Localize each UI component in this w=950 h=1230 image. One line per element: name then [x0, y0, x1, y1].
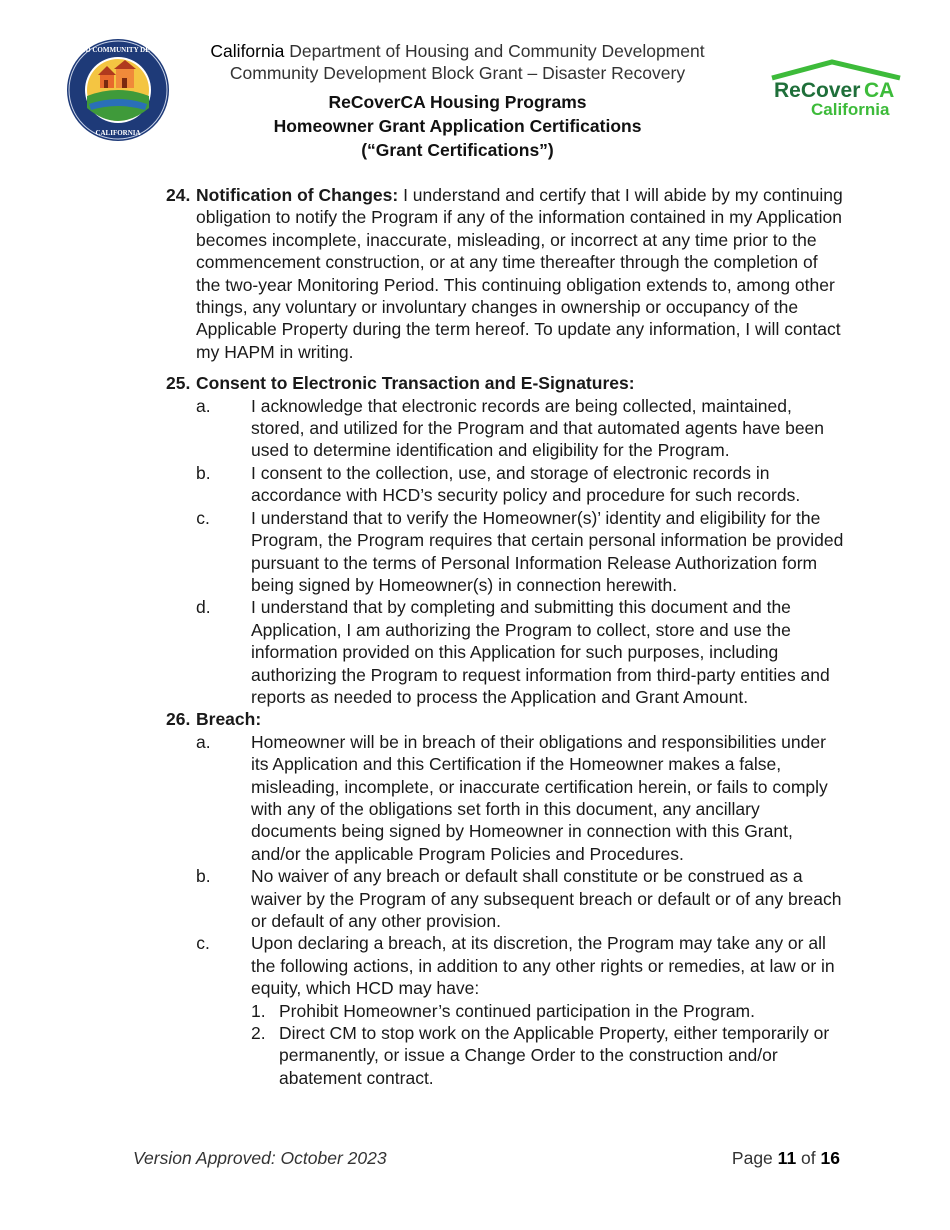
section-26: [166, 708, 846, 730]
section-number: 24.: [166, 185, 191, 205]
item-text: I consent to the collection, use, and storage of electronic records in accordance with HCD’s security policy and procedure for such records.: [251, 462, 801, 506]
item-text: I understand that to verify the Homeowner(s)’ identity and eligibility for the Program, the Program requires that certain personal information be provided pursuant to the terms of Personal Information Release Authorization form being signed by Homeowner(s) in connection herewith.: [251, 507, 844, 595]
item-letter: a.: [196, 395, 211, 416]
department-name: Department of Housing and Community Development: [289, 41, 705, 61]
page-header: [180, 40, 735, 162]
department-prefix: California: [210, 41, 285, 61]
page-number: [732, 1148, 840, 1169]
page-current: 11: [777, 1148, 797, 1168]
section-25: [166, 372, 846, 394]
department-line: [180, 40, 735, 62]
logo-california-text: California: [811, 100, 890, 119]
document-titles: [180, 90, 735, 162]
recoverca-logo: [760, 60, 905, 122]
section-number: 26.: [166, 709, 191, 730]
list-item: [166, 731, 846, 865]
list-item: [166, 865, 846, 932]
item-number: 2.: [251, 1023, 266, 1044]
item-text: Direct CM to stop work on the Applicable Property, either temporarily or permanently, or issue a Change Order to the construction and/or abatement contract.: [279, 1023, 830, 1088]
document-title-1: ReCoverCA Housing Programs: [328, 92, 587, 112]
item-text: I understand that by completing and submitting this document and the Application, I am authorizing the Program to collect, store and use the information provided on this Application for such purposes, including authorizing the Program to request information from third-party entities and reports as needed to process the Application and Grant Amount.: [251, 597, 830, 707]
item-letter: b.: [196, 462, 211, 483]
seal-text-top: HOUSING AND COMMUNITY DEVELOPMENT: [41, 46, 195, 54]
section-heading: Breach:: [196, 709, 262, 730]
page-prefix: Page: [731, 1148, 773, 1168]
logo-ca-text: CA: [864, 79, 895, 102]
hcd-seal-logo: [41, 38, 195, 142]
version-approved: Version Approved: October 2023: [133, 1148, 387, 1168]
list-item: [166, 462, 846, 507]
section-text: I understand and certify that I will abide by my continuing obligation to notify the Program if any of the information contained in my Application becomes incomplete, inaccurate, misleading, or incorrect at any time prior to the commencement construction, or at any time thereafter through the completion of the two-year Monitoring Period. This continuing obligation extends to, among other things, any voluntary or involuntary changes in ownership or occupancy of the Applicable Property during the term hereof. To update any information, I will contact my HAPM in writing.: [196, 185, 843, 362]
item-letter: d.: [196, 597, 211, 618]
seal-text-bottom: CALIFORNIA: [95, 129, 141, 137]
section-24: [166, 184, 846, 363]
page-of: of: [801, 1148, 816, 1168]
item-number: 1.: [251, 1000, 266, 1021]
item-text: Prohibit Homeowner’s continued participation in the Program.: [279, 1000, 755, 1021]
item-letter: a.: [196, 731, 211, 752]
item-text: Homeowner will be in breach of their obligations and responsibilities under its Application and this Certification if the Homeowner makes a false, misleading, incomplete, or inaccurate certification herein, or fails to comply with any of the obligations set forth in this document, any ancillary documents being signed by Homeowner in connection with this Grant, and/or the applicable Program Policies and Procedures.: [251, 731, 828, 864]
program-line: Community Development Block Grant – Disaster Recovery: [229, 63, 686, 83]
certification-list: [166, 184, 846, 1089]
document-title-3: (“Grant Certifications”): [361, 140, 554, 160]
list-item: [166, 395, 846, 462]
section-heading: Notification of Changes:: [196, 185, 399, 205]
item-letter: b.: [196, 866, 211, 887]
list-item: [166, 596, 846, 708]
section-heading: Consent to Electronic Transaction and E-Signatures:: [196, 373, 635, 394]
document-title-2: Homeowner Grant Application Certifications: [273, 116, 642, 136]
numbered-item: [166, 1022, 846, 1089]
list-item: [166, 932, 846, 999]
logo-recover-text: ReCover: [774, 79, 861, 102]
item-text: Upon declaring a breach, at its discretion, the Program may take any or all the following actions, in addition to any other rights or remedies, at law or in equity, which HCD may have:: [251, 933, 835, 999]
item-letter: c.: [196, 933, 210, 954]
page-total: 16: [820, 1148, 840, 1168]
item-text: No waiver of any breach or default shall constitute or be construed as a waiver by the Program of any subsequent breach or default or of any breach or default of any other provision.: [251, 866, 842, 931]
item-letter: c.: [196, 507, 210, 528]
section-number: 25.: [166, 373, 191, 394]
item-text: I acknowledge that electronic records are being collected, maintained, stored, and utilized for the Program and that automated agents have been used to determine identification and eligibility for the Program.: [251, 395, 825, 461]
list-item: [166, 507, 846, 597]
numbered-item: [166, 1000, 846, 1022]
